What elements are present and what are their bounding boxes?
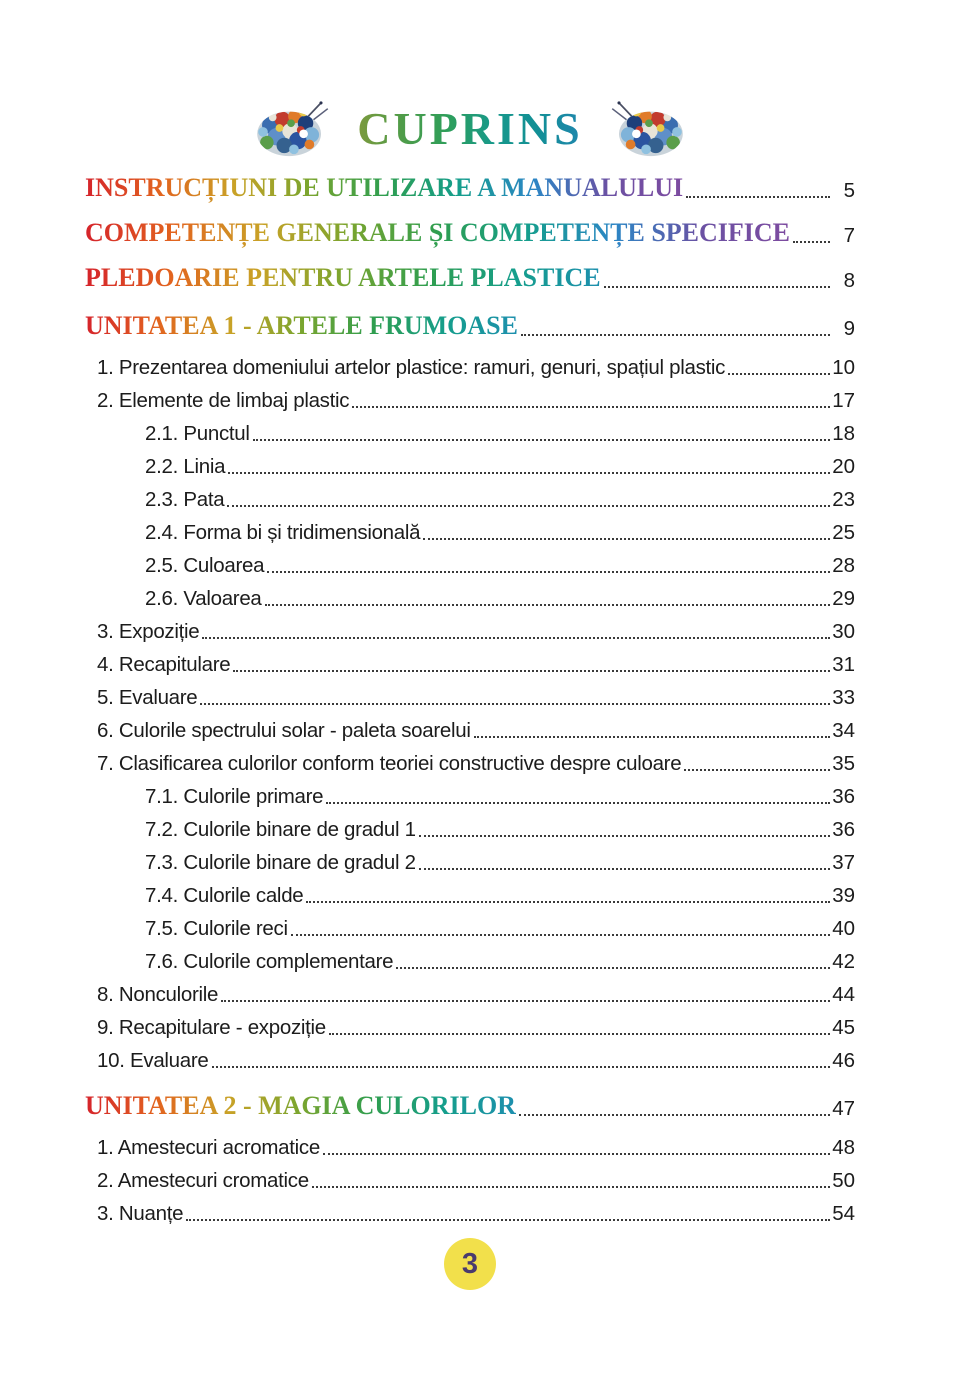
dotted-leader	[265, 604, 830, 606]
toc-item-row	[85, 1127, 855, 1160]
dotted-leader	[326, 802, 830, 804]
dotted-leader	[352, 406, 830, 408]
toc-item-row	[85, 413, 855, 446]
toc-item-row	[85, 1193, 855, 1226]
toc-entry-label: 7. Clasificarea culorilor conform teoriei constructive despre culoare	[97, 752, 682, 776]
toc-item-row	[85, 776, 855, 809]
toc-entry-page-number: 39	[832, 884, 855, 908]
toc-item-row	[85, 842, 855, 875]
toc-entry-label: COMPETENȚE GENERALE ȘI COMPETENȚE SPECIFICE	[85, 218, 791, 248]
toc-entry-label: 7.4. Culorile calde	[145, 884, 304, 908]
dotted-leader	[186, 1219, 830, 1221]
toc-entry-page-number: 30	[832, 620, 855, 644]
toc-entry-label: 7.2. Culorile binare de gradul 1	[145, 818, 416, 842]
toc-entry-label: 6. Culorile spectrului solar - paleta soarelui	[97, 719, 471, 743]
toc-item-row	[85, 908, 855, 941]
toc-item-row	[85, 875, 855, 908]
toc-entry-page-number: 29	[832, 587, 855, 611]
toc-heading-row	[85, 310, 855, 341]
toc-entry-label: INSTRUCȚIUNI DE UTILIZARE A MANUALULUI	[85, 173, 684, 203]
toc-item-row	[85, 809, 855, 842]
toc-heading-row	[85, 1090, 855, 1121]
toc-list	[85, 172, 855, 1226]
page-number-badge: 3	[444, 1238, 496, 1290]
toc-entry-page-number: 48	[832, 1136, 855, 1160]
toc-entry-page-number: 34	[832, 719, 855, 743]
toc-entry-label: 2.3. Pata	[145, 488, 225, 512]
toc-entry-page-number: 25	[832, 521, 855, 545]
toc-content	[85, 100, 855, 1290]
toc-item-row	[85, 1160, 855, 1193]
dotted-leader	[267, 571, 830, 573]
toc-item-row	[85, 380, 855, 413]
toc-entry-page-number: 28	[832, 554, 855, 578]
palette-icon	[609, 100, 687, 158]
toc-entry-label: 1. Prezentarea domeniului artelor plastice: ramuri, genuri, spațiul plastic	[97, 356, 726, 380]
dotted-leader	[329, 1033, 830, 1035]
toc-entry-page-number: 44	[832, 983, 855, 1007]
dotted-leader	[228, 472, 830, 474]
toc-entry-label: UNITATEA 2 - MAGIA CULORILOR	[85, 1091, 516, 1121]
toc-entry-page-number: 47	[832, 1097, 855, 1121]
page-badge-wrap	[85, 1238, 855, 1290]
toc-item-row	[85, 644, 855, 677]
dotted-leader	[686, 196, 830, 198]
toc-item-row	[85, 347, 855, 380]
dotted-leader	[323, 1153, 830, 1155]
dotted-leader	[202, 637, 830, 639]
dotted-leader	[419, 835, 830, 837]
toc-entry-page-number: 46	[832, 1049, 855, 1073]
palette-icon	[253, 100, 331, 158]
toc-entry-page-number: 33	[832, 686, 855, 710]
toc-entry-label: 2.5. Culoarea	[145, 554, 265, 578]
toc-entry-page-number: 8	[843, 269, 855, 293]
toc-item-row	[85, 1007, 855, 1040]
toc-entry-label: 2.6. Valoarea	[145, 587, 262, 611]
toc-entry-page-number: 35	[832, 752, 855, 776]
toc-entry-label: 3. Expoziție	[97, 620, 200, 644]
toc-item-row	[85, 545, 855, 578]
toc-heading-row	[85, 262, 855, 293]
toc-entry-label: 2. Amestecuri cromatice	[97, 1169, 309, 1193]
toc-entry-label: PLEDOARIE PENTRU ARTELE PLASTICE	[85, 263, 601, 293]
dotted-leader	[521, 334, 830, 336]
toc-heading-row	[85, 217, 855, 248]
toc-entry-label: 7.5. Culorile reci	[145, 917, 288, 941]
toc-heading-row	[85, 172, 855, 203]
toc-entry-label: 4. Recapitulare	[97, 653, 231, 677]
dotted-leader	[604, 286, 830, 288]
dotted-leader	[728, 373, 830, 375]
dotted-leader	[221, 1000, 830, 1002]
toc-entry-label: 8. Nonculorile	[97, 983, 219, 1007]
toc-entry-label: 2.1. Punctul	[145, 422, 250, 446]
dotted-leader	[423, 538, 830, 540]
dotted-leader	[396, 967, 830, 969]
toc-entry-label: 3. Nuanțe	[97, 1202, 184, 1226]
toc-entry-label: 2.4. Forma bi și tridimensională	[145, 521, 421, 545]
toc-entry-page-number: 5	[843, 179, 855, 203]
dotted-leader	[312, 1186, 830, 1188]
toc-entry-page-number: 7	[843, 224, 855, 248]
dotted-leader	[212, 1066, 830, 1068]
toc-entry-page-number: 40	[832, 917, 855, 941]
toc-entry-page-number: 50	[832, 1169, 855, 1193]
toc-entry-page-number: 18	[832, 422, 855, 446]
toc-entry-label: 7.6. Culorile complementare	[145, 950, 394, 974]
toc-entry-label: 1. Amestecuri acromatice	[97, 1136, 320, 1160]
toc-item-row	[85, 446, 855, 479]
toc-entry-label: 10. Evaluare	[97, 1049, 209, 1073]
dotted-leader	[684, 769, 830, 771]
page-title: CUPRINS	[357, 102, 583, 154]
toc-item-row	[85, 941, 855, 974]
toc-item-row	[85, 1040, 855, 1073]
toc-item-row	[85, 479, 855, 512]
toc-entry-page-number: 36	[832, 818, 855, 842]
toc-entry-page-number: 17	[832, 389, 855, 413]
dotted-leader	[793, 241, 830, 243]
toc-entry-label: 5. Evaluare	[97, 686, 198, 710]
toc-entry-label: 7.1. Culorile primare	[145, 785, 324, 809]
dotted-leader	[419, 868, 830, 870]
toc-entry-label: 2. Elemente de limbaj plastic	[97, 389, 350, 413]
dotted-leader	[306, 901, 830, 903]
toc-entry-page-number: 23	[832, 488, 855, 512]
toc-entry-label: 7.3. Culorile binare de gradul 2	[145, 851, 416, 875]
dotted-leader	[200, 703, 830, 705]
toc-entry-page-number: 45	[832, 1016, 855, 1040]
dotted-leader	[291, 934, 830, 936]
toc-item-row	[85, 611, 855, 644]
dotted-leader	[253, 439, 830, 441]
toc-entry-label: 2.2. Linia	[145, 455, 226, 479]
toc-entry-page-number: 10	[832, 356, 855, 380]
dotted-leader	[519, 1114, 830, 1116]
toc-item-row	[85, 743, 855, 776]
title-row	[85, 100, 855, 158]
toc-entry-page-number: 31	[832, 653, 855, 677]
toc-item-row	[85, 710, 855, 743]
toc-item-row	[85, 512, 855, 545]
toc-entry-page-number: 20	[832, 455, 855, 479]
toc-entry-label: UNITATEA 1 - ARTELE FRUMOASE	[85, 311, 518, 341]
dotted-leader	[227, 505, 830, 507]
toc-item-row	[85, 677, 855, 710]
dotted-leader	[474, 736, 830, 738]
toc-item-row	[85, 578, 855, 611]
toc-entry-page-number: 36	[832, 785, 855, 809]
toc-entry-page-number: 9	[843, 317, 855, 341]
toc-entry-label: 9. Recapitulare - expoziție	[97, 1016, 326, 1040]
toc-entry-page-number: 37	[832, 851, 855, 875]
toc-item-row	[85, 974, 855, 1007]
toc-entry-page-number: 54	[832, 1202, 855, 1226]
dotted-leader	[233, 670, 830, 672]
toc-entry-page-number: 42	[832, 950, 855, 974]
